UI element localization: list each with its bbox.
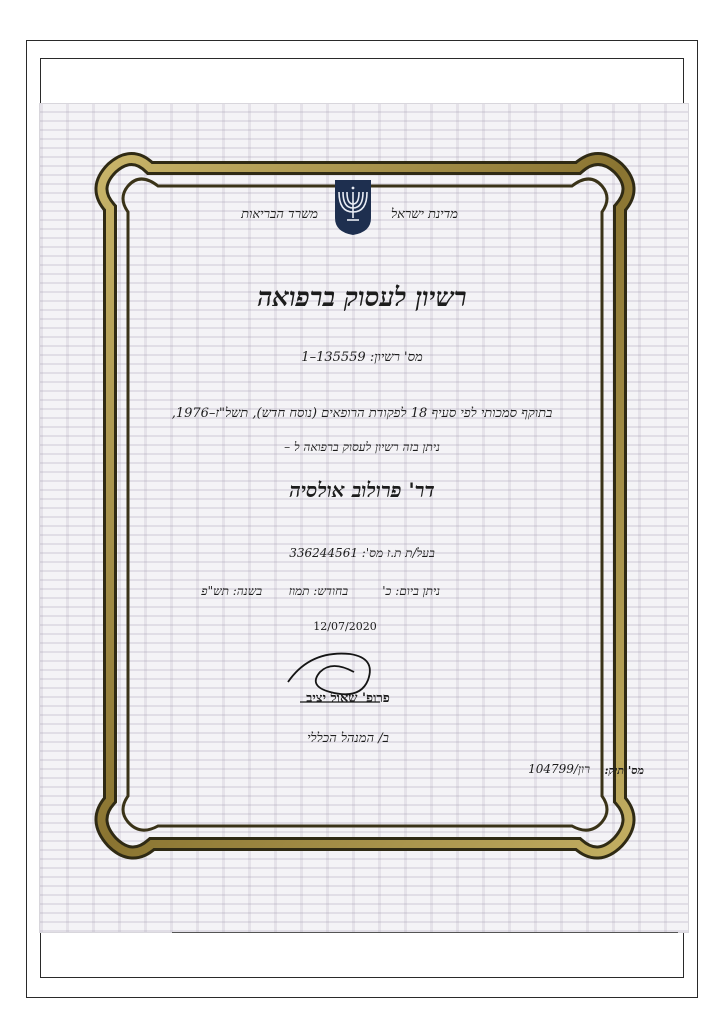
issued-year: בשנה: תש"פ	[201, 584, 262, 598]
signer-printed-name: פרופ' שאול יציב	[306, 691, 390, 706]
issued-day: ניתן ביום: כ'	[382, 584, 440, 598]
ministry-name: משרד הבריאות	[241, 207, 318, 222]
signer-title: ב/ המנהל הכללי	[307, 731, 389, 746]
authority-line: בתוקף סמכותי לפי סעיף 18 לפקודת הרופאים (נוסח חדש), תשל"ז–1976,	[171, 406, 553, 421]
issued-month: בחודש: תמוז	[288, 584, 348, 598]
grant-line: ניתן בזה רשיון לעסוק ברפואה ל –	[284, 440, 440, 454]
issue-date: 12/07/2020	[313, 620, 377, 633]
frame-outer-band	[101, 159, 628, 853]
menorah-emblem-icon	[331, 178, 375, 236]
state-name: מדינת ישראל	[391, 207, 458, 222]
certificate-title: רשיון לעסוק ברפואה	[257, 283, 467, 313]
recipient-name: דר' פרולוב אולסיה	[289, 478, 435, 502]
file-number-label: מס' תיק:	[604, 764, 644, 777]
license-number: מס' רשיון: 135559–1	[301, 350, 423, 365]
file-number-value: רון/104799	[528, 762, 590, 776]
frame-gold-band	[101, 159, 628, 853]
id-number-line: בעל/ת ת.ז מס': 336244561	[289, 546, 435, 560]
